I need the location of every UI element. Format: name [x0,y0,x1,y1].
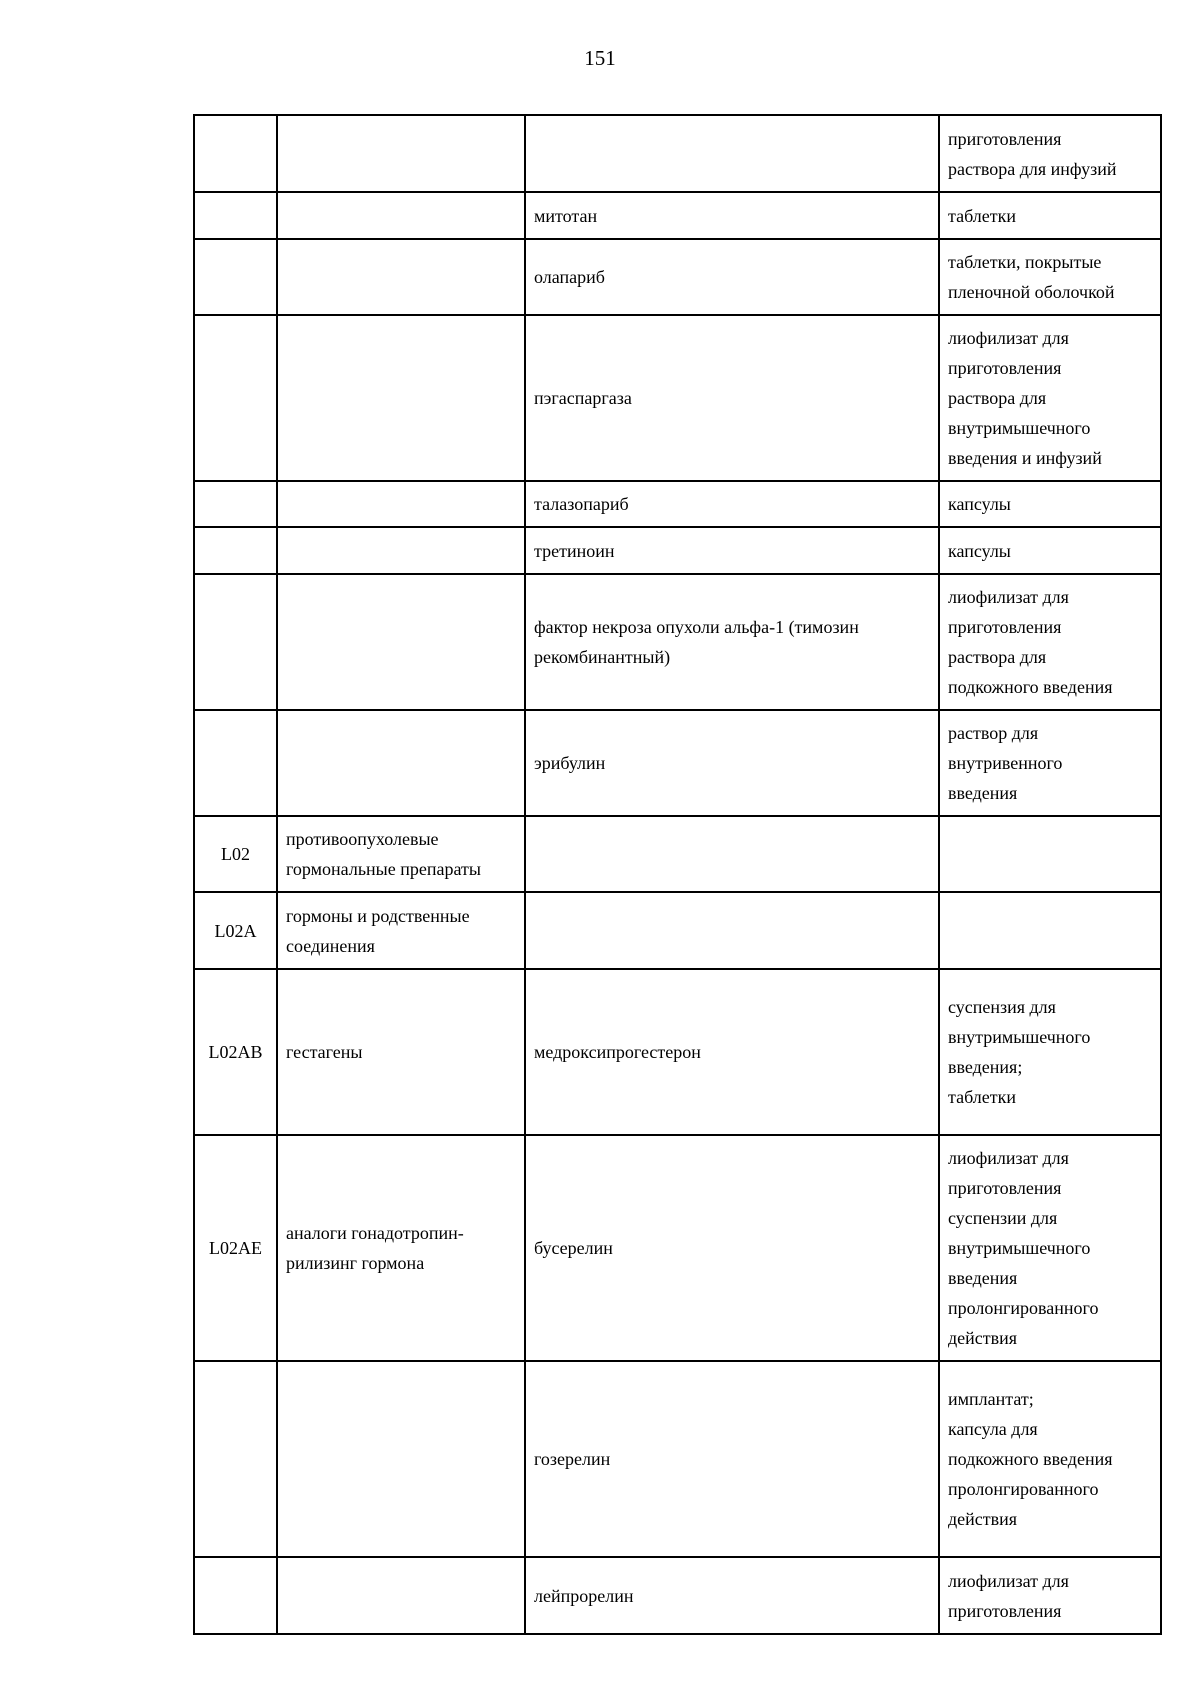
drug-table [193,114,1162,1635]
drug-name-cell: талазопариб [525,481,939,527]
atc-code-cell [194,192,277,239]
group-name-cell [277,481,525,527]
table-row [194,1557,1161,1634]
group-name-cell: гестагены [277,969,525,1135]
table-row [194,574,1161,710]
atc-code-cell: L02AB [194,969,277,1135]
page-number: 151 [584,46,616,70]
table-row [194,1135,1161,1361]
dosage-form-cell: лиофилизат для приготовления раствора для внутримышечного введения и инфузий [939,315,1161,481]
atc-code-cell [194,527,277,574]
drug-name-cell: бусерелин [525,1135,939,1361]
group-name-cell [277,574,525,710]
drug-name-cell: лейпрорелин [525,1557,939,1634]
dosage-form-cell [939,892,1161,969]
group-name-cell [277,1557,525,1634]
drug-name-cell: фактор некроза опухоли альфа-1 (тимозин рекомбинантный) [525,574,939,710]
table-row [194,315,1161,481]
group-name-cell [277,710,525,816]
dosage-form-cell: суспензия для внутримышечного введения; таблетки [939,969,1161,1135]
table-row [194,969,1161,1135]
dosage-form-cell: таблетки [939,192,1161,239]
table-row [194,892,1161,969]
dosage-form-cell: имплантат; капсула для подкожного введения пролонгированного действия [939,1361,1161,1557]
atc-code-cell [194,1361,277,1557]
drug-name-cell: гозерелин [525,1361,939,1557]
table-row [194,481,1161,527]
table-row [194,239,1161,315]
dosage-form-cell [939,816,1161,892]
group-name-cell [277,1361,525,1557]
dosage-form-cell: лиофилизат для приготовления [939,1557,1161,1634]
drug-name-cell [525,115,939,192]
dosage-form-cell: лиофилизат для приготовления суспензии для внутримышечного введения пролонгированного действия [939,1135,1161,1361]
drug-name-cell [525,892,939,969]
group-name-cell [277,527,525,574]
dosage-form-cell: лиофилизат для приготовления раствора для подкожного введения [939,574,1161,710]
atc-code-cell: L02A [194,892,277,969]
atc-code-cell [194,481,277,527]
table-row [194,1361,1161,1557]
dosage-form-cell: таблетки, покрытые пленочной оболочкой [939,239,1161,315]
atc-code-cell [194,710,277,816]
drug-name-cell: медроксипрогестерон [525,969,939,1135]
atc-code-cell: L02AE [194,1135,277,1361]
dosage-form-cell: капсулы [939,481,1161,527]
group-name-cell [277,115,525,192]
table-row [194,527,1161,574]
dosage-form-cell: приготовления раствора для инфузий [939,115,1161,192]
atc-code-cell [194,1557,277,1634]
group-name-cell: гормоны и родственные соединения [277,892,525,969]
atc-code-cell [194,574,277,710]
atc-code-cell [194,115,277,192]
table-row [194,192,1161,239]
atc-code-cell [194,239,277,315]
drug-name-cell: эрибулин [525,710,939,816]
drug-name-cell: третиноин [525,527,939,574]
table-row [194,710,1161,816]
group-name-cell [277,315,525,481]
table-row [194,816,1161,892]
group-name-cell [277,192,525,239]
group-name-cell: аналоги гонадотропин- рилизинг гормона [277,1135,525,1361]
group-name-cell: противоопухолевые гормональные препараты [277,816,525,892]
table-row [194,115,1161,192]
atc-code-cell [194,315,277,481]
drug-name-cell [525,816,939,892]
drug-name-cell: пэгаспаргаза [525,315,939,481]
dosage-form-cell: капсулы [939,527,1161,574]
drug-name-cell: митотан [525,192,939,239]
group-name-cell [277,239,525,315]
drug-name-cell: олапариб [525,239,939,315]
table-body [194,115,1161,1634]
dosage-form-cell: раствор для внутривенного введения [939,710,1161,816]
atc-code-cell: L02 [194,816,277,892]
